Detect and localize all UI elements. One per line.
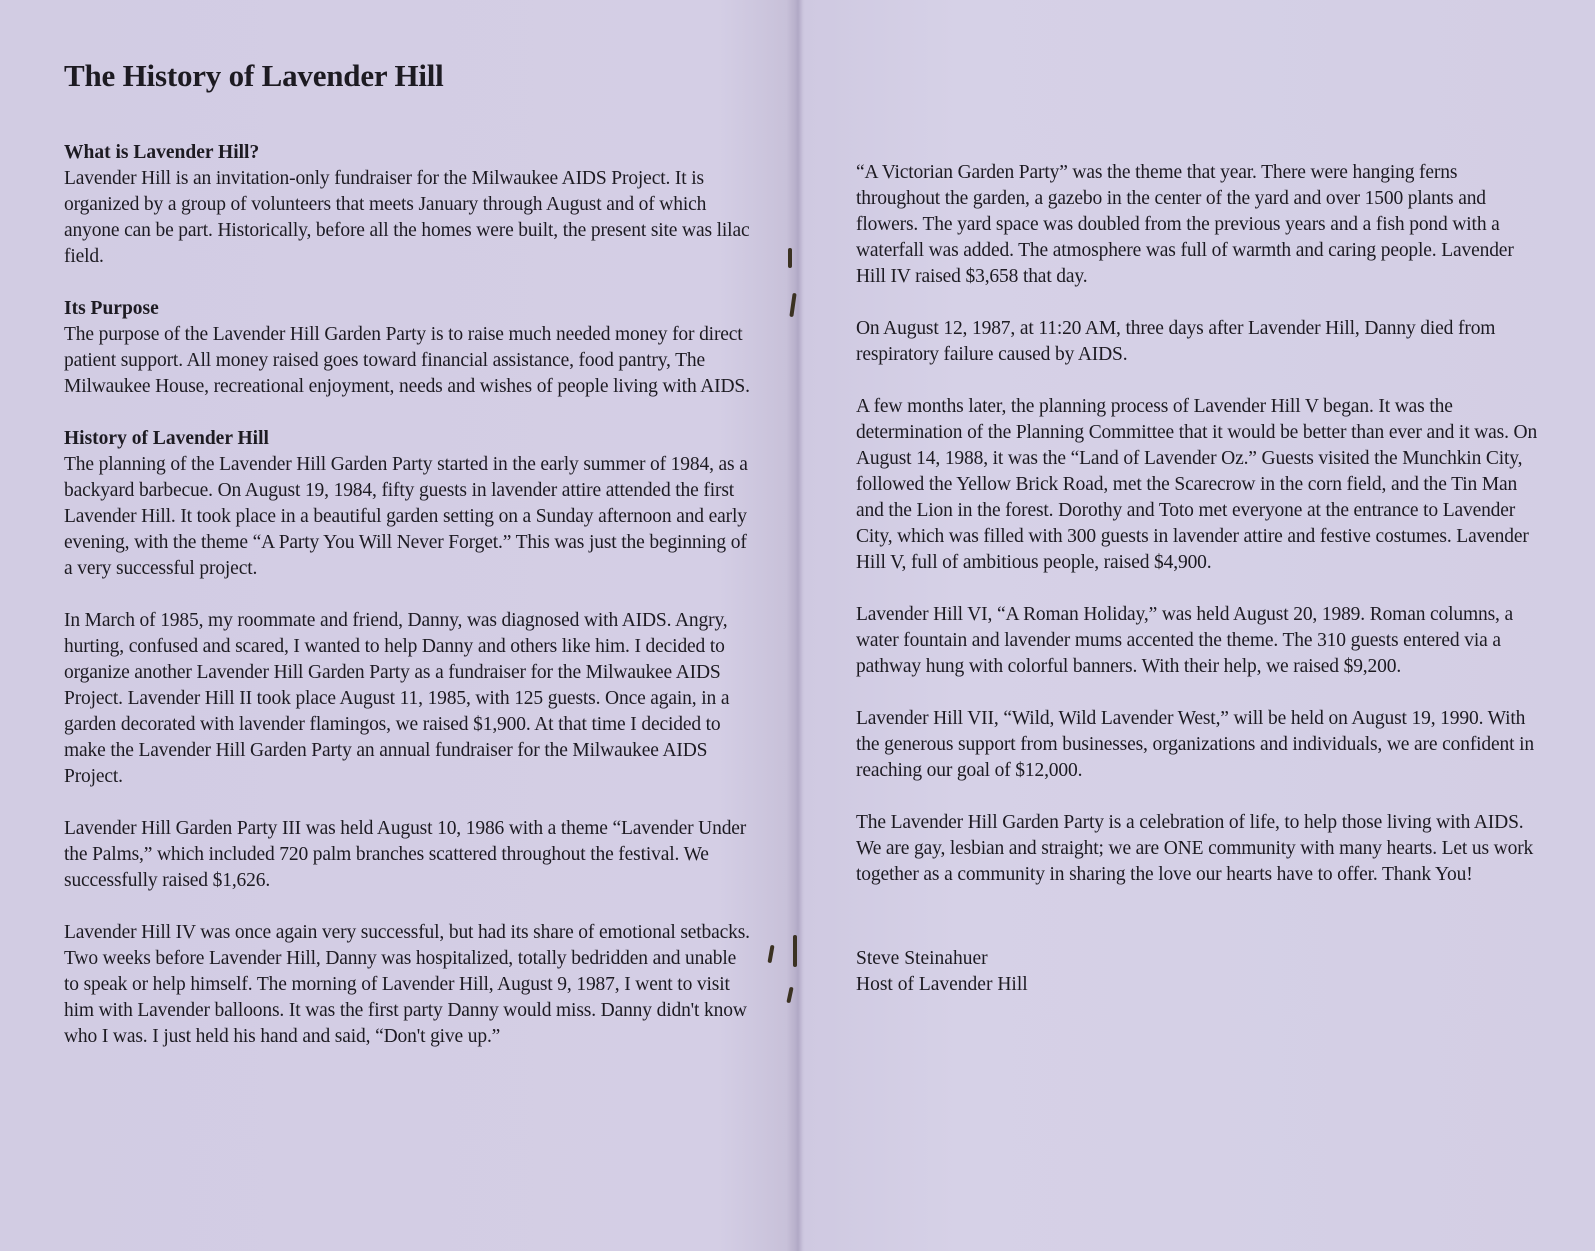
signature-block [856,946,1595,998]
section-heading-purpose: Its Purpose [64,298,159,319]
paragraph: A few months later, the planning process of Lavender Hill V began. It was the determination of the Planning Committee that it would be better than ever and it was. On August 14, 1988, it was the “Land of Lavender Oz.” Guests visited the Munchkin City, followed the Yellow Brick Road, met the Scarecrow in the corn field, and the Tin Man and the Lion in the forest. Dorothy and Toto met everyone at the entrance to Lavender City, which was filled with 300 guests in lavender attire and festive costumes. Lavender Hill V, full of ambitious people, raised $4,900. [856,396,1538,573]
left-page [0,0,795,1251]
paragraph: In March of 1985, my roommate and friend, Danny, was diagnosed with AIDS. Angry, hurting, confused and scared, I wanted to help Danny and others like him. I decided to organize another Lavender Hill Garden Party as a fundraiser for the Milwaukee AIDS Project. Lavender Hill II took place August 11, 1985, with 125 guests. Once again, in a garden decorated with lavender flamingos, we raised $1,900. At that time I decided to make the Lavender Hill Garden Party an annual fundraiser for the Milwaukee AIDS Project. [64,610,730,787]
paragraph: Lavender Hill Garden Party III was held August 10, 1986 with a theme “Lavender Under the Palms,” which included 720 palm branches scattered throughout the festival. We successfully raised $1,626. [64,818,747,891]
right-page [800,0,1595,1251]
paragraph: The planning of the Lavender Hill Garden Party started in the early summer of 1984, as a backyard barbecue. On August 19, 1984, fifty guests in lavender attire attended the first Lavender Hill. It took place in a beautiful garden setting on a Sunday afternoon and early evening, with the theme “A Party You Will Never Forget.” This was just the beginning of a very successful project. [64,454,748,579]
signature-name: Steve Steinahuer [856,948,988,969]
paragraph: Lavender Hill VII, “Wild, Wild Lavender West,” will be held on August 19, 1990. With the generous support from businesses, organizations and individuals, we are confident in reaching our goal of $12,000. [856,708,1534,781]
paragraph: The purpose of the Lavender Hill Garden Party is to raise much needed money for direct patient support. All money raised goes toward financial assistance, food pantry, The Milwaukee House, recreational enjoyment, needs and wishes of people living with AIDS. [64,324,750,397]
paragraph: Lavender Hill is an invitation-only fundraiser for the Milwaukee AIDS Project. It is organized by a group of volunteers that meets January through August and of which anyone can be part. Historically, before all the homes were built, the present site was lilac field. [64,168,750,267]
paragraph: On August 12, 1987, at 11:20 AM, three days after Lavender Hill, Danny died from respiratory failure caused by AIDS. [856,318,1496,365]
paragraph: Lavender Hill VI, “A Roman Holiday,” was held August 20, 1989. Roman columns, a water fountain and lavender mums accented the theme. The 310 guests entered via a pathway hung with colorful banners. With their help, we raised $9,200. [856,604,1514,677]
paragraph: Lavender Hill IV was once again very successful, but had its share of emotional setbacks. Two weeks before Lavender Hill, Danny was hospitalized, totally bedridden and unable to speak or help himself. The morning of Lavender Hill, August 9, 1987, I went to visit him with Lavender balloons. It was the first party Danny would miss. Danny didn't know who I was. I just held his hand and said, “Don't give up.” [64,922,750,1047]
section-heading-what-is: What is Lavender Hill? [64,142,260,163]
page-title: The History of Lavender Hill [64,58,444,93]
signature-role: Host of Lavender Hill [856,974,1028,995]
paragraph: The Lavender Hill Garden Party is a celebration of life, to help those living with AIDS. We are gay, lesbian and straight; we are ONE community with many hearts. Let us work together as a community in sharing the love our hearts have to offer. Thank You! [856,812,1534,885]
paragraph: “A Victorian Garden Party” was the theme that year. There were hanging ferns throughout the garden, a gazebo in the center of the yard and over 1500 plants and flowers. The yard space was doubled from the previous years and a fish pond with a waterfall was added. The atmosphere was full of warmth and caring people. Lavender Hill IV raised $3,658 that day. [856,162,1514,287]
section-heading-history: History of Lavender Hill [64,428,269,449]
